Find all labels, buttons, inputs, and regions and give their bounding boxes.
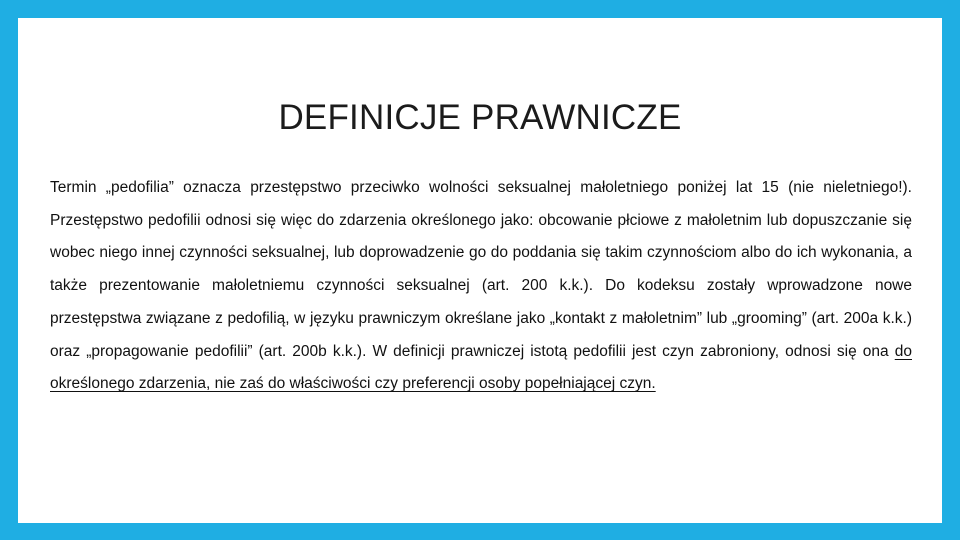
definition-paragraph [50, 172, 912, 401]
definition-text: Termin „pedofilia” oznacza przestępstwo przeciwko wolności seksualnej małoletniego poniżej lat 15 (nie nieletniego!). Przestępstwo pedofilii odnosi się więc do zdarzenia określonego jako: obcowanie płciowe z małoletnim lub dopuszczanie się wobec niego innej czynności seksualnej, lub doprowadzenie go do poddania się takim czynnościom albo do ich wykonania, a także prezentowanie małoletniemu czynności seksualnej (art. 200 k.k.). Do kodeksu zostały wprowadzone nowe przestępstwa związane z pedofilią, w języku prawniczym określane jako „kontakt z małoletnim” lub „grooming” (art. 200a k.k.) oraz „propagowanie pedofilii” (art. 200b k.k.). W definicji prawniczej istotą pedofilii jest czyn zabroniony, odnosi się ona [50, 179, 912, 360]
slide-title: DEFINICJE PRAWNICZE [278, 98, 682, 137]
slide [18, 18, 942, 523]
definition-underlined-text: do określonego zdarzenia, nie zaś do właściwości czy preferencji osoby popełniającej czyn. [50, 342, 912, 393]
